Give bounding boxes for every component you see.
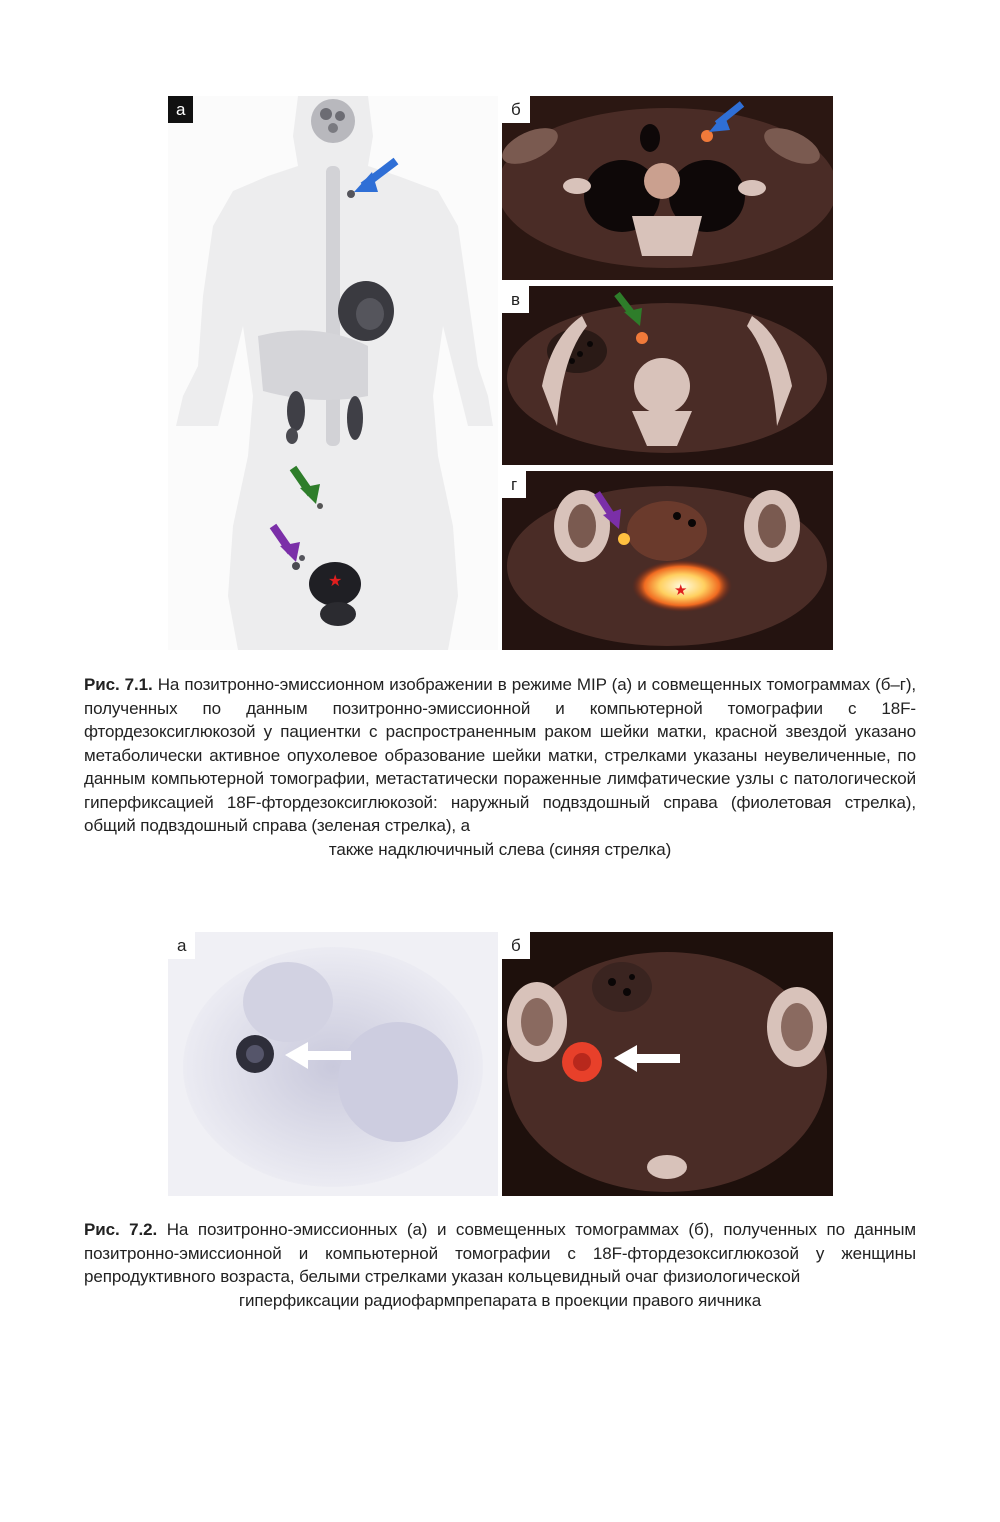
pet-ct-pelvis-graphic [502,471,833,650]
panel-label-b: б [502,96,530,123]
caption-number: Рис. 7.1. [84,675,153,694]
red-star-marker: ★ [328,571,343,590]
caption-last-line: гиперфиксации радиофармпрепарата в проекции правого яичника [238,1290,762,1310]
panel-label-v: в [502,286,529,313]
figure-7-2-caption [84,1218,916,1312]
panel-label-a: а [168,932,195,959]
panel-label-a: а [168,96,193,123]
caption-number: Рис. 7.2. [84,1220,158,1239]
caption-text: На позитронно-эмиссионных (а) и совмещенных томограммах (б), полученных по данным позитронно-эмиссионной и компьютерной томографии с 18F-фтордезоксиглюкозой у женщины репродуктивного возраста, белыми стрелками указан кольцевидный очаг физиологической [84,1220,916,1286]
figure-7-1-panel-a-mip-image [168,96,498,650]
panel-label-b: б [502,932,530,959]
mip-scan-graphic [168,96,498,650]
figure-7-2-panel-b-image [502,932,833,1196]
panel-label-g: г [502,471,526,498]
figure-7-2-panel-a-image [168,932,498,1196]
figure-7-1-panel-b-image [502,96,833,280]
figure-7-1-caption [84,673,916,861]
caption-text: На позитронно-эмиссионном изображении в режиме MIP (а) и совмещенных томограммах (б–г), полученных по данным позитронно-эмиссионной и компьютерной томографии с 18F-фтордезоксиглюкозой у пациентки с распространенным раком шейки матки, красной звездой указано метаболически активное опухолевое образование шейки матки, стрелками указаны неувеличенные, по данным компьютерной томографии, метастатически пораженные лимфатические узлы с патологической гиперфиксацией 18F-фтордезоксиглюкозой: наружный подвздошный справа (фиолетовая стрелка), общий подвздошный справа (зеленая стрелка), а [84,675,917,835]
figure-7-1-panel-g-image [502,471,833,650]
pet-pelvis-graphic [168,932,498,1196]
red-star-marker: ★ [674,581,688,599]
pet-ct-abdomen-graphic [502,286,833,465]
caption-last-line: также надключичный слева (синяя стрелка) [328,839,672,859]
figure-7-1-panel-v-image [502,286,833,465]
pet-ct-neck-graphic [502,96,833,280]
pet-ct-pelvis-graphic [502,932,833,1196]
